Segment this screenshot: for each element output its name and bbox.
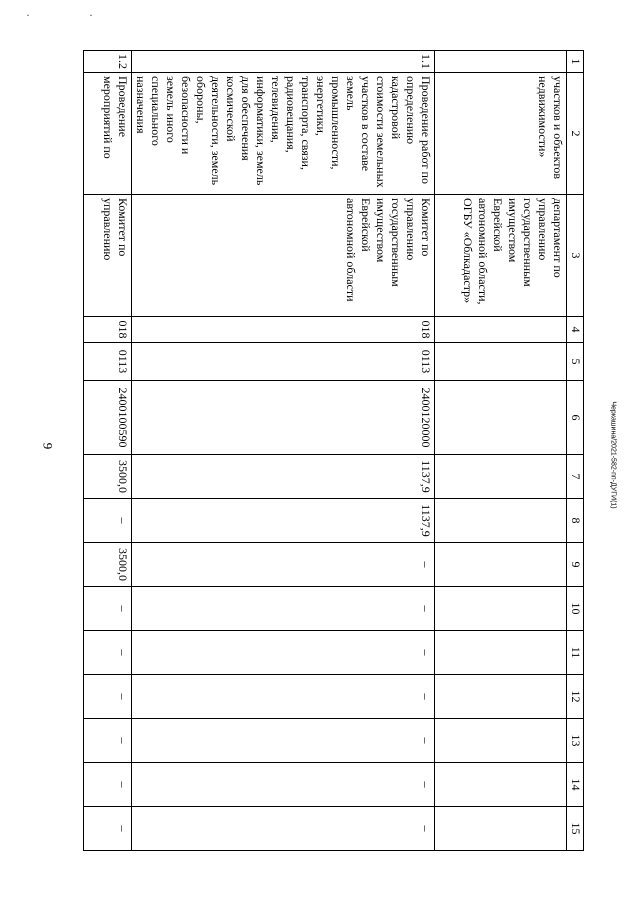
cell-value: – — [132, 587, 435, 631]
cell-value: – — [84, 675, 132, 719]
cell-value: – — [84, 719, 132, 763]
cell-value — [435, 381, 567, 455]
col-header: 10 — [567, 587, 584, 631]
cell-value: 0113 — [132, 343, 435, 381]
header-row — [567, 51, 584, 851]
rotated-table-frame — [96, 50, 584, 850]
cell-value — [435, 675, 567, 719]
col-header: 5 — [567, 343, 584, 381]
col-header: 3 — [567, 195, 584, 317]
cell-value: – — [132, 631, 435, 675]
cell-value: – — [84, 631, 132, 675]
cell-value: – — [84, 807, 132, 851]
col-header: 8 — [567, 499, 584, 543]
cell-value: – — [132, 763, 435, 807]
cell-value: 0113 — [84, 343, 132, 381]
row-name: Проведение мероприятий по — [84, 73, 132, 195]
cell-value: – — [132, 675, 435, 719]
col-header: 4 — [567, 317, 584, 343]
cell-value: 2400100590 — [84, 381, 132, 455]
col-header: 11 — [567, 631, 584, 675]
cell-value: – — [84, 499, 132, 543]
col-header: 12 — [567, 675, 584, 719]
side-note-container — [608, 310, 618, 600]
cell-value — [435, 763, 567, 807]
cell-value: – — [132, 543, 435, 587]
cell-value — [435, 317, 567, 343]
cell-value — [435, 543, 567, 587]
row-executor: Комитет по управлению — [84, 195, 132, 317]
cell-value — [435, 587, 567, 631]
cell-value: 018 — [84, 317, 132, 343]
col-header: 9 — [567, 543, 584, 587]
cell-value: 3500,0 — [84, 543, 132, 587]
cell-value: – — [84, 587, 132, 631]
cell-value: 018 — [132, 317, 435, 343]
row-executor: департамент по управлению государственным имуществом Еврейской автономной области, ОГБУ «Облкадастр» — [435, 195, 567, 317]
col-header: 13 — [567, 719, 584, 763]
cell-value: – — [132, 807, 435, 851]
cell-value: 1137,9 — [132, 455, 435, 499]
cell-value — [435, 499, 567, 543]
col-header: 15 — [567, 807, 584, 851]
cell-value — [435, 807, 567, 851]
col-header: 7 — [567, 455, 584, 499]
table-row — [84, 51, 132, 851]
page-number: 9 — [40, 442, 56, 450]
cell-value: 2400120000 — [132, 381, 435, 455]
col-header: 6 — [567, 381, 584, 455]
cell-value — [435, 343, 567, 381]
row-executor: Комитет по управлению государственным имуществом Еврейской автономной области — [132, 195, 435, 317]
cell-value — [435, 631, 567, 675]
budget-table — [83, 50, 584, 851]
row-number: 1.1 — [132, 51, 435, 73]
row-name: Проведение работ по определению кадастровой стоимости земельных участков в составе земель промышленности, энергетики, транспорта, связи, радиовещания, телевидения, информатики, земель для обеспечения космической деятельности, земель обороны, безопасности и земель иного специального назначения — [132, 73, 435, 195]
row-name: участков и объектов недвижимости» — [435, 73, 567, 195]
cell-value: – — [132, 719, 435, 763]
cell-value — [435, 455, 567, 499]
top-marks: · · — [26, 8, 121, 22]
cell-value: 3500,0 — [84, 455, 132, 499]
col-header: 14 — [567, 763, 584, 807]
col-header: 2 — [567, 73, 584, 195]
row-number — [435, 51, 567, 73]
document-reference: Черкашина/2021-582-пп-ДУГИ(1) — [609, 401, 617, 509]
cell-value: – — [84, 763, 132, 807]
table-row — [435, 51, 567, 851]
table-row — [132, 51, 435, 851]
cell-value: 1137,9 — [132, 499, 435, 543]
cell-value — [435, 719, 567, 763]
col-header: 1 — [567, 51, 584, 73]
row-number: 1.2 — [84, 51, 132, 73]
